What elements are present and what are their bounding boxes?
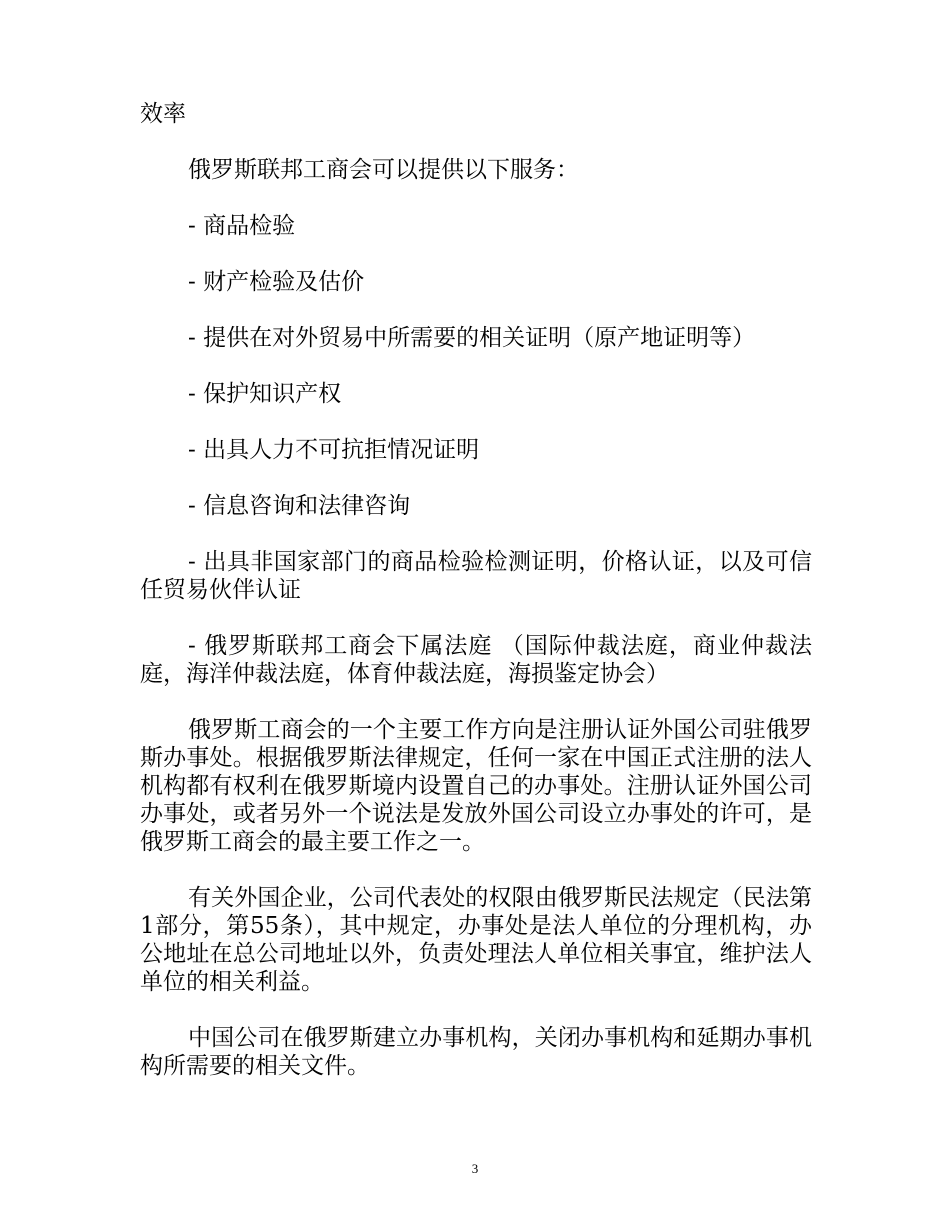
paragraph-office-authority: 有关外国企业，公司代表处的权限由俄罗斯民法规定（民法第1部分，第55条），其中规定，办事处是法人单位的分理机构，办公地址在总公司地址以外，负责处理法人单位相关事宜，维护法人单位的相关利益。 [140, 885, 812, 995]
paragraph-representative-office-registration: 俄罗斯工商会的一个主要工作方向是注册认证外国公司驻俄罗斯办事处。根据俄罗斯法律规定，任何一家在中国正式注册的法人机构都有权利在俄罗斯境内设置自己的办事处。注册认证外国公司办事处，或者另外一个说法是发放外国公司设立办事处的许可，是俄罗斯工商会的最主要工作之一。 [140, 717, 812, 855]
list-item-arbitration-courts: - 俄罗斯联邦工商会下属法庭 （国际仲裁法庭，商业仲裁法庭，海洋仲裁法庭，体育仲裁法庭，海损鉴定协会） [140, 633, 812, 687]
paragraph-services-intro: 俄罗斯联邦工商会可以提供以下服务： [188, 157, 579, 183]
list-item-non-state-certification: - 出具非国家部门的商品检验检测证明，价格认证，以及可信任贸易伙伴认证 [140, 549, 812, 603]
list-item-trade-certificates: - 提供在对外贸易中所需要的相关证明（原产地证明等） [188, 325, 756, 351]
list-item-property-valuation: - 财产检验及估价 [188, 269, 365, 295]
list-item-force-majeure: - 出具人力不可抗拒情况证明 [188, 437, 480, 463]
paragraph-required-documents: 中国公司在俄罗斯建立办事机构，关闭办事机构和延期办事机构所需要的相关文件。 [140, 1025, 812, 1079]
paragraph-continuation: 效率 [140, 101, 186, 127]
list-item-consulting: - 信息咨询和法律咨询 [188, 493, 411, 519]
list-item-goods-inspection: - 商品检验 [188, 213, 296, 239]
document-body [140, 100, 812, 1108]
list-item-ip-protection: - 保护知识产权 [188, 381, 342, 407]
page-number: 3 [471, 1161, 479, 1176]
